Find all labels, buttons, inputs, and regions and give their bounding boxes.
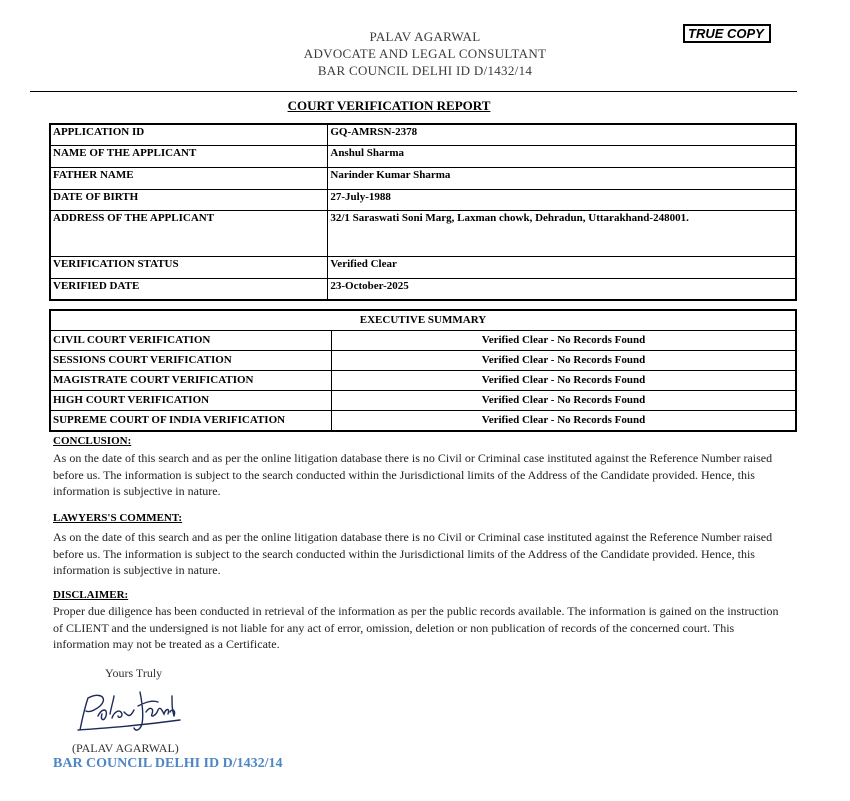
field-value: Verified Clear xyxy=(328,256,796,278)
court-label: HIGH COURT VERIFICATION xyxy=(50,391,332,411)
field-value: 32/1 Saraswati Soni Marg, Laxman chowk, Dehradun, Uttarakhand-248001. xyxy=(328,210,796,256)
court-status: Verified Clear - No Records Found xyxy=(332,351,797,371)
table-row xyxy=(50,124,796,145)
field-label: NAME OF THE APPLICANT xyxy=(50,145,328,167)
court-label: SESSIONS COURT VERIFICATION xyxy=(50,351,332,371)
court-status: Verified Clear - No Records Found xyxy=(332,411,797,432)
advocate-name: PALAV AGARWAL xyxy=(369,29,481,44)
field-value: GQ-AMRSN-2378 xyxy=(328,124,796,145)
table-row xyxy=(50,256,796,278)
header-divider xyxy=(30,91,797,92)
field-label: FATHER NAME xyxy=(50,167,328,189)
summary-title: EXECUTIVE SUMMARY xyxy=(50,310,796,331)
disclaimer-title: DISCLAIMER: xyxy=(53,589,129,601)
court-label: SUPREME COURT OF INDIA VERIFICATION xyxy=(50,411,332,432)
court-label: MAGISTRATE COURT VERIFICATION xyxy=(50,371,332,391)
table-row xyxy=(50,391,796,411)
field-label: ADDRESS OF THE APPLICANT xyxy=(50,210,328,256)
advocate-bar-id: BAR COUNCIL DELHI ID D/1432/14 xyxy=(317,63,533,78)
table-row xyxy=(50,167,796,189)
table-row xyxy=(50,189,796,210)
court-status: Verified Clear - No Records Found xyxy=(332,331,797,351)
signatory-bar-id: BAR COUNCIL DELHI ID D/1432/14 xyxy=(53,756,283,771)
court-label: CIVIL COURT VERIFICATION xyxy=(50,331,332,351)
conclusion-text: As on the date of this search and as per the online litigation database there is no Civil or Criminal case instituted against the Reference Number raised before us. The information is subject to the search conducted within the Jurisdictional limits of the Address of the Candidate provided. Hence, this information is subjective in nature. xyxy=(53,451,773,498)
handwritten-signature xyxy=(76,686,188,736)
field-value: Anshul Sharma xyxy=(328,145,796,167)
court-status: Verified Clear - No Records Found xyxy=(332,391,797,411)
field-value: 27-July-1988 xyxy=(328,189,796,210)
conclusion-title: CONCLUSION: xyxy=(53,435,132,447)
applicant-info-table xyxy=(49,123,797,301)
field-value: Narinder Kumar Sharma xyxy=(328,167,796,189)
closing-salutation: Yours Truly xyxy=(105,666,163,680)
field-value: 23-October-2025 xyxy=(328,278,796,300)
disclaimer-text: Proper due diligence has been conducted in retrieval of the information as per the public records available. The information is gained on the instruction of CLIENT and the undersigned is not liable for any act of error, omission, deletion or non publication of records of the concerned court. This information may not be treated as a Certificate. xyxy=(53,604,779,651)
table-row xyxy=(50,145,796,167)
report-title: COURT VERIFICATION REPORT xyxy=(287,98,491,113)
field-label: VERIFIED DATE xyxy=(50,278,328,300)
table-row xyxy=(50,331,796,351)
advocate-designation: ADVOCATE AND LEGAL CONSULTANT xyxy=(303,46,547,61)
table-row xyxy=(50,210,796,256)
table-row xyxy=(50,371,796,391)
field-label: APPLICATION ID xyxy=(50,124,328,145)
true-copy-stamp: TRUE COPY xyxy=(683,24,771,43)
signatory-name: (PALAV AGARWAL) xyxy=(72,741,179,755)
court-status: Verified Clear - No Records Found xyxy=(332,371,797,391)
table-row xyxy=(50,411,796,432)
table-row xyxy=(50,351,796,371)
table-row xyxy=(50,278,796,300)
table-header-row xyxy=(50,310,796,331)
field-label: DATE OF BIRTH xyxy=(50,189,328,210)
lawyers-comment-text: As on the date of this search and as per the online litigation database there is no Civil or Criminal case instituted against the Reference Number raised before us. The information is subject to the search conducted within the Jurisdictional limits of the Address of the Candidate provided. Hence, this information is subjective in nature. xyxy=(53,530,773,577)
field-label: VERIFICATION STATUS xyxy=(50,256,328,278)
executive-summary-table xyxy=(49,309,797,432)
lawyers-comment-title: LAWYERS'S COMMENT: xyxy=(53,512,183,524)
